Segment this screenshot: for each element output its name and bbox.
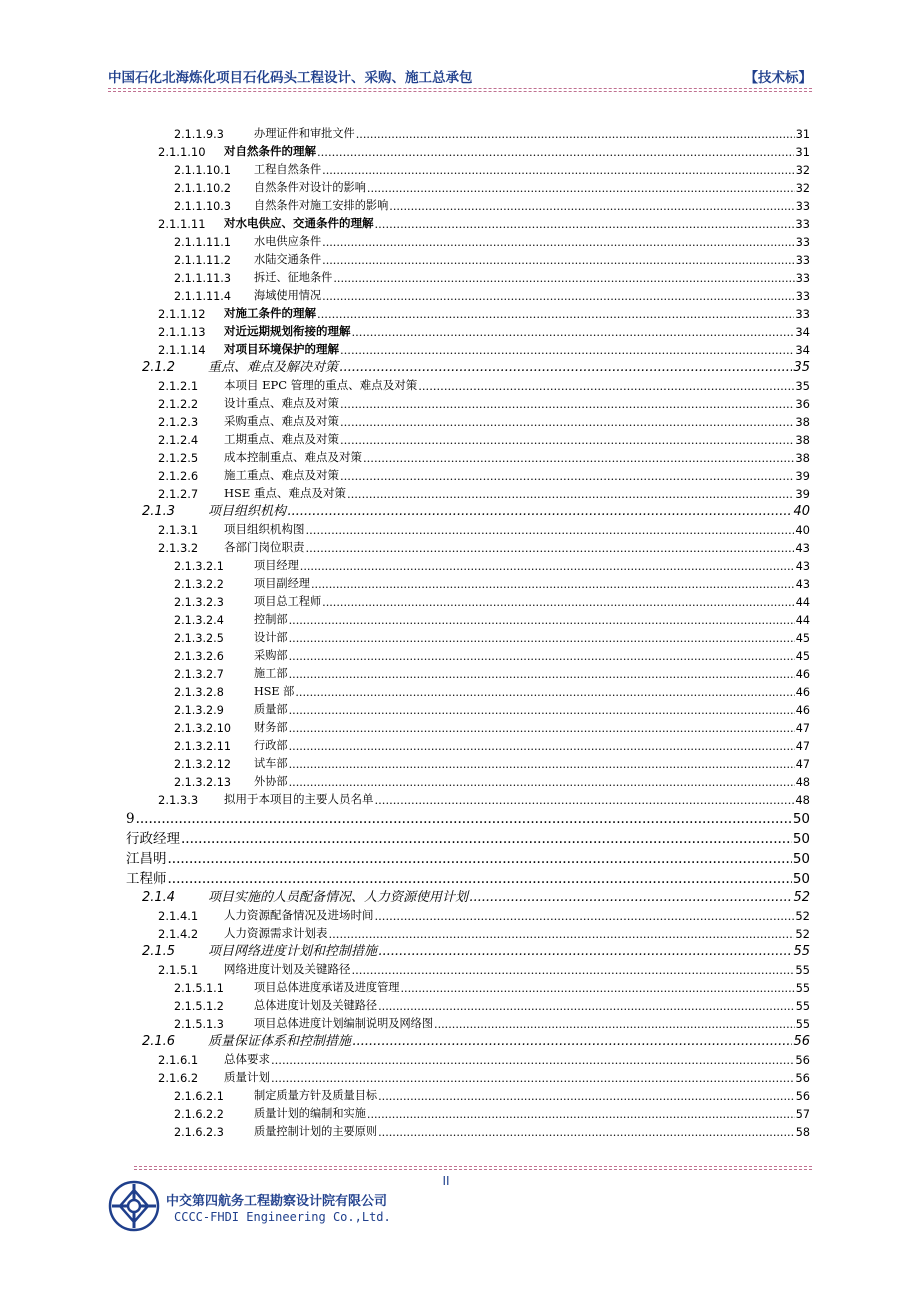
toc-leader-dots — [306, 541, 795, 555]
toc-entry-title: 项目组织机构图 — [224, 522, 305, 536]
toc-leader-dots — [347, 487, 794, 501]
footer-divider — [134, 1166, 812, 1167]
toc-leader-dots — [352, 325, 795, 339]
toc-entry-number: 2.1.5.1.3 — [174, 1018, 224, 1031]
toc-entry-page: 43 — [795, 560, 810, 573]
toc-leader-dots — [378, 1126, 795, 1139]
toc-entry-title: 对水电供应、交通条件的理解 — [224, 216, 374, 230]
toc-entry-title: 行政部 — [254, 739, 288, 752]
toc-entry-page: 46 — [795, 686, 810, 699]
toc-entry-number: 2.1.1.10.1 — [174, 164, 231, 177]
toc-entry-title: 总体进度计划及关键路径 — [254, 999, 378, 1012]
toc-leader-dots — [434, 1018, 795, 1031]
toc-entry[interactable] — [174, 177, 810, 195]
toc-leader-dots — [375, 217, 795, 231]
toc-entry[interactable] — [126, 847, 810, 867]
toc-entry-number: 2.1.3.2.8 — [174, 686, 224, 699]
toc-entry[interactable] — [174, 573, 810, 591]
toc-entry-number: 2.1.1.11.4 — [174, 290, 231, 303]
toc-entry-page: 32 — [795, 182, 810, 195]
toc-entry-number: 2.1.3.2.3 — [174, 596, 224, 609]
toc-leader-dots — [181, 831, 792, 847]
toc-entry-number: 2.1.3.2.9 — [174, 704, 224, 717]
footer-divider — [134, 1169, 812, 1170]
toc-leader-dots — [289, 740, 795, 753]
toc-entry[interactable] — [174, 609, 810, 627]
toc-entry-number: 2.1.3.2.1 — [174, 560, 224, 573]
toc-entry-title: 人力资源需求计划表 — [224, 926, 328, 940]
toc-entry[interactable] — [174, 663, 810, 681]
toc-entry-title: 各部门岗位职责 — [224, 540, 305, 554]
toc-entry-page: 33 — [795, 236, 810, 249]
toc-entry-title: 重点、难点及解决对策 — [208, 360, 339, 375]
toc-entry-page: 33 — [795, 272, 810, 285]
toc-entry[interactable] — [158, 959, 810, 977]
toc-entry[interactable] — [158, 1067, 810, 1085]
toc-entry-title: 财务部 — [254, 721, 288, 734]
toc-entry-page: 50 — [792, 871, 810, 887]
toc-leader-dots — [322, 164, 795, 177]
toc-entry-number: 2.1.1.11 — [158, 217, 206, 231]
toc-entry-title: 设计部 — [254, 631, 288, 644]
toc-entry-title: 对近远期规划衔接的理解 — [224, 324, 351, 338]
toc-leader-dots — [375, 909, 795, 923]
toc-entry-page: 45 — [795, 650, 810, 663]
toc-entry-title: 对项目环境保护的理解 — [224, 342, 339, 356]
toc-leader-dots — [352, 963, 795, 977]
toc-entry-title: 采购部 — [254, 649, 288, 662]
toc-entry-title: 项目组织机构 — [208, 504, 287, 519]
toc-entry-number: 2.1.3.2.10 — [174, 722, 231, 735]
toc-entry-title: 行政经理 — [126, 831, 180, 847]
toc-leader-dots — [168, 871, 792, 887]
toc-entry[interactable] — [174, 267, 810, 285]
toc-entry[interactable] — [174, 735, 810, 753]
toc-entry[interactable] — [174, 699, 810, 717]
toc-leader-dots — [317, 145, 794, 159]
toc-entry-page: 55 — [793, 944, 810, 959]
toc-entry-number: 2.1.2.5 — [158, 451, 199, 465]
toc-entry[interactable] — [158, 483, 810, 501]
toc-entry-page: 52 — [795, 927, 810, 941]
toc-entry[interactable] — [158, 375, 810, 393]
toc-leader-dots — [418, 379, 794, 393]
toc-entry-title: 质量计划的编制和实施 — [254, 1107, 366, 1120]
toc-leader-dots — [287, 504, 792, 519]
toc-entry-page: 32 — [795, 164, 810, 177]
toc-entry[interactable] — [174, 1085, 810, 1103]
toc-entry-page: 33 — [795, 307, 810, 321]
toc-entry-page: 38 — [795, 451, 810, 465]
toc-entry-title: 采购重点、难点及对策 — [224, 414, 339, 428]
toc-entry-page: 38 — [795, 433, 810, 447]
toc-entry-number: 2.1.3.3 — [158, 793, 199, 807]
toc-entry[interactable] — [142, 1031, 810, 1049]
toc-entry-page: 33 — [795, 217, 810, 231]
toc-entry-number: 2.1.4 — [142, 890, 176, 905]
toc-leader-dots — [322, 596, 795, 609]
toc-entry-title: 水陆交通条件 — [254, 253, 322, 266]
toc-entry[interactable] — [174, 1121, 810, 1139]
toc-entry[interactable] — [158, 905, 810, 923]
page-header — [108, 66, 812, 88]
toc-entry[interactable] — [158, 537, 810, 555]
toc-entry-title: 设计重点、难点及对策 — [224, 396, 339, 410]
toc-entry-number: 2.1.2.6 — [158, 469, 199, 483]
toc-entry-number: 2.1.2.7 — [158, 487, 199, 501]
toc-entry[interactable] — [158, 519, 810, 537]
header-divider — [108, 91, 812, 92]
toc-entry-title: 拆迁、征地条件 — [254, 271, 333, 284]
toc-entry-page: 55 — [795, 963, 810, 977]
toc-entry-page: 34 — [795, 343, 810, 357]
toc-entry-title: 项目总工程师 — [254, 595, 322, 608]
toc-entry[interactable] — [142, 501, 810, 519]
toc-entry-number: 2.1.4.2 — [158, 927, 199, 941]
header-tag: 【技术标】 — [744, 70, 812, 86]
toc-entry[interactable] — [142, 357, 810, 375]
toc-entry-title: 人力资源配备情况及进场时间 — [224, 908, 374, 922]
toc-leader-dots — [317, 307, 794, 321]
toc-entry-page: 39 — [795, 469, 810, 483]
toc-entry-number: 2.1.6.1 — [158, 1053, 199, 1067]
toc-entry-page: 47 — [795, 740, 810, 753]
toc-entry-page: 48 — [795, 776, 810, 789]
toc-leader-dots — [367, 182, 795, 195]
toc-entry-page: 56 — [795, 1090, 810, 1103]
toc-entry-number: 2.1.6.2.2 — [174, 1108, 224, 1121]
toc-entry-page: 43 — [795, 578, 810, 591]
toc-entry-title: 9 — [126, 811, 135, 827]
toc-entry-title: 成本控制重点、难点及对策 — [224, 450, 362, 464]
toc-entry-page: 55 — [795, 1000, 810, 1013]
toc-entry-title: 工期重点、难点及对策 — [224, 432, 339, 446]
toc-entry-page: 56 — [795, 1053, 810, 1067]
toc-leader-dots — [340, 397, 794, 411]
toc-entry[interactable] — [174, 591, 810, 609]
toc-entry-title: 总体要求 — [224, 1052, 270, 1066]
toc-entry-number: 2.1.6.2.1 — [174, 1090, 224, 1103]
cccc-logo-icon — [108, 1180, 160, 1232]
toc-entry-number: 2.1.5.1.2 — [174, 1000, 224, 1013]
toc-leader-dots — [389, 200, 794, 213]
toc-entry-page: 45 — [795, 632, 810, 645]
toc-entry-number: 2.1.3.2 — [158, 541, 199, 555]
toc-entry-page: 58 — [795, 1126, 810, 1139]
toc-entry-page: 44 — [795, 596, 810, 609]
toc-entry[interactable] — [174, 717, 810, 735]
toc-entry[interactable] — [158, 321, 810, 339]
toc-entry-page: 33 — [795, 200, 810, 213]
toc-entry-title: 自然条件对施工安排的影响 — [254, 199, 389, 212]
toc-entry-title: 项目总体进度计划编制说明及网络图 — [254, 1017, 434, 1030]
toc-entry-page: 56 — [793, 1034, 810, 1049]
toc-leader-dots — [322, 290, 795, 303]
toc-entry-page: 35 — [795, 379, 810, 393]
toc-entry-number: 2.1.3.2.4 — [174, 614, 224, 627]
toc-entry-title: 办理证件和审批文件 — [254, 127, 355, 140]
toc-entry-number: 2.1.6 — [142, 1034, 176, 1049]
toc-entry-page: 35 — [793, 360, 810, 375]
toc-entry-page: 55 — [795, 982, 810, 995]
toc-entry-title: 质量计划 — [224, 1070, 270, 1084]
toc-entry[interactable] — [158, 213, 810, 231]
toc-leader-dots — [322, 236, 795, 249]
toc-entry-title: 质量控制计划的主要原则 — [254, 1125, 378, 1138]
toc-entry-title: 施工重点、难点及对策 — [224, 468, 339, 482]
toc-entry-title: 项目网络进度计划和控制措施 — [208, 944, 378, 959]
toc-entry-number: 2.1.3.2.5 — [174, 632, 224, 645]
toc-leader-dots — [271, 1053, 794, 1067]
toc-entry-page: 34 — [795, 325, 810, 339]
toc-entry-number: 2.1.5 — [142, 944, 176, 959]
toc-entry-title: 海域使用情况 — [254, 289, 322, 302]
toc-entry[interactable] — [174, 195, 810, 213]
toc-entry-page: 31 — [795, 128, 810, 141]
toc-entry-page: 50 — [792, 831, 810, 847]
toc-entry[interactable] — [158, 447, 810, 465]
toc-leader-dots — [378, 1090, 795, 1103]
page-number: II — [442, 1174, 450, 1188]
toc-leader-dots — [340, 433, 794, 447]
toc-entry-title: 项目总体进度承诺及进度管理 — [254, 981, 400, 994]
toc-entry-number: 2.1.1.11.2 — [174, 254, 231, 267]
toc-entry[interactable] — [174, 285, 810, 303]
toc-entry-number: 2.1.5.1 — [158, 963, 199, 977]
toc-entry-number: 2.1.3.2.13 — [174, 776, 231, 789]
toc-entry[interactable] — [158, 303, 810, 321]
toc-entry[interactable] — [158, 923, 810, 941]
toc-entry[interactable] — [158, 429, 810, 447]
toc-entry-title: 对自然条件的理解 — [224, 144, 316, 158]
toc-entry-page: 33 — [795, 290, 810, 303]
toc-entry-page: 43 — [795, 541, 810, 555]
toc-entry-number: 2.1.3.1 — [158, 523, 199, 537]
toc-entry-title: 施工部 — [254, 667, 288, 680]
toc-leader-dots — [289, 704, 795, 717]
toc-leader-dots — [289, 722, 795, 735]
toc-entry[interactable] — [158, 465, 810, 483]
toc-entry[interactable] — [174, 995, 810, 1013]
toc-leader-dots — [340, 343, 794, 357]
toc-entry-number: 2.1.2.1 — [158, 379, 199, 393]
header-divider — [108, 88, 812, 89]
toc-entry[interactable] — [142, 887, 810, 905]
toc-entry[interactable] — [174, 771, 810, 789]
toc-entry[interactable] — [158, 789, 810, 807]
toc-entry[interactable] — [126, 807, 810, 827]
toc-leader-dots — [352, 1034, 792, 1049]
toc-entry-title: 项目副经理 — [254, 577, 310, 590]
toc-entry[interactable] — [174, 555, 810, 573]
toc-entry[interactable] — [174, 645, 810, 663]
toc-entry-page: 52 — [793, 890, 810, 905]
toc-leader-dots — [306, 523, 795, 537]
toc-entry-number: 2.1.5.1.1 — [174, 982, 224, 995]
toc-leader-dots — [378, 1000, 795, 1013]
toc-entry-number: 2.1.1.11.1 — [174, 236, 231, 249]
toc-entry-number: 2.1.2.4 — [158, 433, 199, 447]
toc-entry-title: 项目实施的人员配备情况、人力资源使用计划 — [208, 890, 469, 905]
toc-entry[interactable] — [174, 1013, 810, 1031]
toc-entry-page: 39 — [795, 487, 810, 501]
toc-entry[interactable] — [142, 941, 810, 959]
toc-entry[interactable] — [174, 753, 810, 771]
toc-entry-number: 2.1.6.2 — [158, 1071, 199, 1085]
toc-entry-page: 38 — [795, 415, 810, 429]
toc-leader-dots — [378, 944, 792, 959]
toc-leader-dots — [322, 254, 795, 267]
toc-entry[interactable] — [174, 977, 810, 995]
toc-entry-page: 40 — [793, 504, 810, 519]
toc-leader-dots — [400, 982, 794, 995]
toc-entry[interactable] — [174, 681, 810, 699]
toc-leader-dots — [289, 758, 795, 771]
toc-entry[interactable] — [174, 249, 810, 267]
company-name-en: CCCC-FHDI Engineering Co.,Ltd. — [174, 1210, 391, 1224]
toc-entry-number: 2.1.3.2.6 — [174, 650, 224, 663]
toc-entry-number: 2.1.1.14 — [158, 343, 206, 357]
toc-entry-page: 48 — [795, 793, 810, 807]
toc-leader-dots — [329, 927, 795, 941]
toc-leader-dots — [295, 686, 794, 699]
toc-entry-number: 2.1.2 — [142, 360, 176, 375]
toc-entry[interactable] — [158, 393, 810, 411]
toc-entry-number: 2.1.2.2 — [158, 397, 199, 411]
toc-leader-dots — [300, 560, 795, 573]
toc-entry-title: 质量部 — [254, 703, 288, 716]
toc-entry-page: 55 — [795, 1018, 810, 1031]
toc-entry-number: 2.1.3.2.11 — [174, 740, 231, 753]
toc-entry-number: 2.1.6.2.3 — [174, 1126, 224, 1139]
toc-leader-dots — [356, 128, 795, 141]
toc-leader-dots — [367, 1108, 795, 1121]
header-title: 中国石化北海炼化项目石化码头工程设计、采购、施工总承包 — [108, 70, 473, 86]
toc-entry-title: 对施工条件的理解 — [224, 306, 316, 320]
toc-entry-page: 52 — [795, 909, 810, 923]
toc-leader-dots — [333, 272, 794, 285]
toc-entry-title: 拟用于本项目的主要人员名单 — [224, 792, 374, 806]
toc-entry-title: 水电供应条件 — [254, 235, 322, 248]
toc-entry[interactable] — [174, 627, 810, 645]
toc-entry-page: 47 — [795, 722, 810, 735]
toc-entry[interactable] — [158, 339, 810, 357]
toc-entry[interactable] — [158, 1049, 810, 1067]
toc-entry-number: 2.1.1.10.3 — [174, 200, 231, 213]
toc-entry-title: HSE 重点、难点及对策 — [224, 486, 346, 500]
toc-entry-title: 工程自然条件 — [254, 163, 322, 176]
toc-entry-page: 47 — [795, 758, 810, 771]
toc-entry[interactable] — [174, 123, 810, 141]
toc-entry[interactable] — [174, 1103, 810, 1121]
toc-leader-dots — [363, 451, 794, 465]
toc-entry-number: 2.1.3.2.12 — [174, 758, 231, 771]
toc-entry-number: 2.1.1.11.3 — [174, 272, 231, 285]
toc-entry-page: 31 — [795, 145, 810, 159]
toc-entry-page: 50 — [792, 811, 810, 827]
toc-entry-title: 制定质量方针及质量目标 — [254, 1089, 378, 1102]
toc-leader-dots — [311, 578, 795, 591]
toc-leader-dots — [289, 668, 795, 681]
toc-entry-number: 2.1.4.1 — [158, 909, 199, 923]
toc-entry[interactable] — [158, 141, 810, 159]
toc-entry-title: 本项目 EPC 管理的重点、难点及对策 — [224, 378, 418, 392]
toc-entry-page: 33 — [795, 254, 810, 267]
toc-entry-page: 36 — [795, 397, 810, 411]
toc-entry[interactable] — [126, 867, 810, 887]
toc-leader-dots — [289, 632, 795, 645]
toc-entry-title: 网络进度计划及关键路径 — [224, 962, 351, 976]
toc-entry-title: 江昌明 — [126, 851, 167, 867]
toc-entry-title: 项目经理 — [254, 559, 299, 572]
toc-leader-dots — [289, 614, 795, 627]
toc-leader-dots — [469, 890, 792, 905]
toc-leader-dots — [340, 469, 794, 483]
toc-entry-title: HSE 部 — [254, 685, 295, 698]
toc-entry-title: 控制部 — [254, 613, 288, 626]
toc-leader-dots — [289, 650, 795, 663]
toc-entry[interactable] — [126, 827, 810, 847]
toc-entry[interactable] — [174, 159, 810, 177]
toc-entry-page: 50 — [792, 851, 810, 867]
toc-entry-page: 46 — [795, 668, 810, 681]
toc-leader-dots — [136, 811, 792, 827]
toc-entry[interactable] — [174, 231, 810, 249]
toc-entry-page: 46 — [795, 704, 810, 717]
toc-entry-number: 2.1.1.12 — [158, 307, 206, 321]
toc-entry-title: 自然条件对设计的影响 — [254, 181, 366, 194]
toc-entry-number: 2.1.1.10 — [158, 145, 206, 159]
company-name-cn: 中交第四航务工程勘察设计院有限公司 — [166, 1194, 388, 1209]
toc-entry-title: 质量保证体系和控制措施 — [208, 1034, 352, 1049]
toc-entry-number: 2.1.1.9.3 — [174, 128, 224, 141]
toc-leader-dots — [339, 360, 792, 375]
toc-leader-dots — [289, 776, 795, 789]
toc-entry-number: 2.1.1.13 — [158, 325, 206, 339]
toc-entry-number: 2.1.2.3 — [158, 415, 199, 429]
toc-entry-number: 2.1.3.2.7 — [174, 668, 224, 681]
toc-entry-title: 试车部 — [254, 757, 288, 770]
toc-entry-page: 57 — [795, 1108, 810, 1121]
toc-entry-page: 56 — [795, 1071, 810, 1085]
toc-entry-number: 2.1.3.2.2 — [174, 578, 224, 591]
toc-leader-dots — [271, 1071, 794, 1085]
toc-entry-title: 工程师 — [126, 871, 167, 887]
toc-leader-dots — [375, 793, 795, 807]
toc-entry-title: 外协部 — [254, 775, 288, 788]
toc-entry[interactable] — [158, 411, 810, 429]
toc-entry-number: 2.1.3 — [142, 504, 176, 519]
toc-entry-page: 40 — [795, 523, 810, 537]
toc-leader-dots — [340, 415, 794, 429]
toc-leader-dots — [168, 851, 792, 867]
toc-entry-page: 44 — [795, 614, 810, 627]
toc-entry-number: 2.1.1.10.2 — [174, 182, 231, 195]
